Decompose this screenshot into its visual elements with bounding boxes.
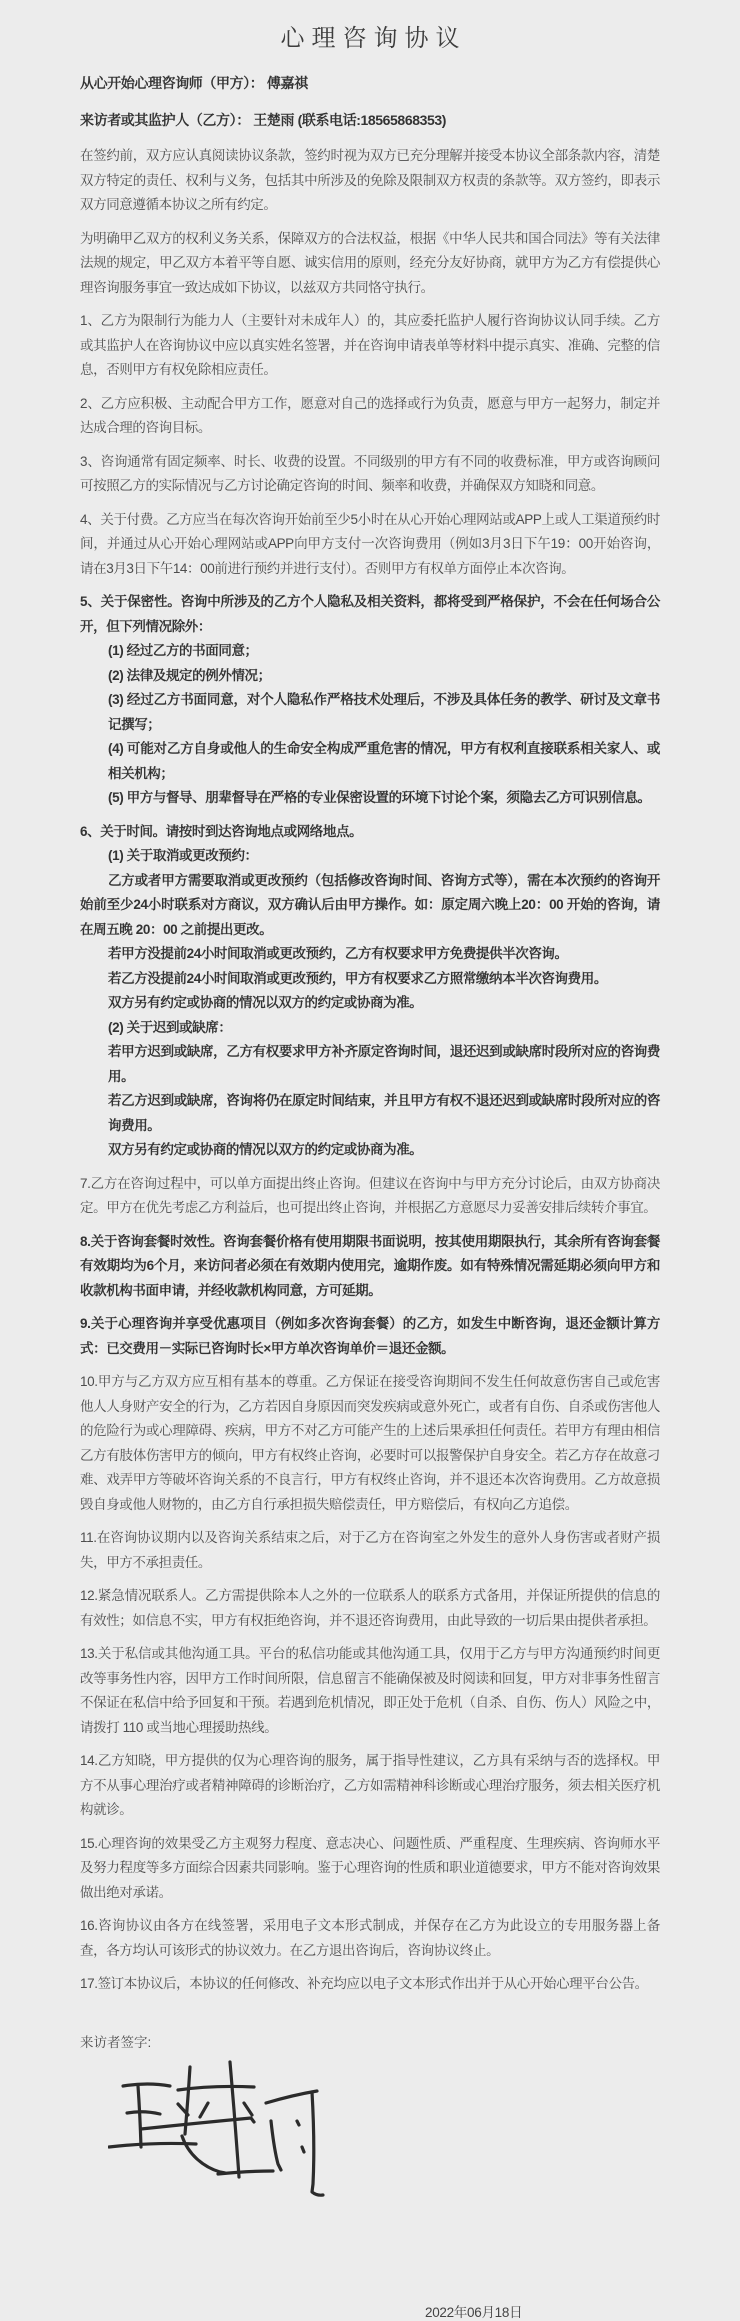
clause-paragraph: 若甲方迟到或缺席，乙方有权要求甲方补齐原定咨询时间，退还迟到或缺席时段所对应的咨询费用。 [108, 1044, 660, 1084]
clause-paragraph: (2) 法律及规定的例外情况； [108, 667, 271, 683]
clause-paragraph: 17.签订本协议后，本协议的任何修改、补充均应以电子文本形式作出并于从心开始心理平台公告。 [80, 1976, 648, 1991]
clause-paragraph: 4、关于付费。乙方应当在每次咨询开始前至少5小时在从心开始心理网站或APP上或人工渠道预约时间，并通过从心开始心理网站或APP向甲方支付一次咨询费用（例如3月3日下午19：00开始咨询， 请在3月3日下午14：00前进行预约并进行支付）。否则甲方有权单方面停止本次咨询。 [80, 511, 660, 576]
clause-paragraph: 双方另有约定或协商的情况以双方的约定或协商为准。 [108, 1142, 423, 1157]
clause-paragraph: 乙方或者甲方需要取消或更改预约（包括修改咨询时间、咨询方式等），需在本次预约的咨询开始前至少24小时联系对方商议，双方确认后由甲方操作。如：原定周六晚上20：00 开始的咨询，请在周五晚 20：00 之前提出更改。 [80, 872, 660, 937]
visitor-signature-label: 来访者签字: [80, 2034, 152, 2050]
clause-paragraph: 8.关于咨询套餐时效性。咨询套餐价格有使用期限书面说明，按其使用期限执行，其余所有咨询套餐有效期均为6个月，来访问者必须在有效期内使用完，逾期作废。如有特殊情况需延期必须向甲方和收款机构书面申请，并经收款机构同意，方可延期。 [80, 1233, 660, 1298]
clause-paragraph: 从心开始心理咨询师（甲方）： 傅嘉祺 [80, 75, 308, 91]
clause-paragraph: (5) 甲方与督导、朋辈督导在严格的专业保密设置的环境下讨论个案，须隐去乙方可识别信息。 [108, 790, 651, 805]
clause-paragraph: 1、乙方为限制行为能力人（主要针对未成年人）的，其应委托监护人履行咨询协议认同手续。乙方或其监护人在咨询协议中应以真实姓名签署，并在咨询申请表单等材料中提示真实、准确、完整的信息，否则甲方有权免除相应责任。 [80, 313, 660, 377]
clause-paragraph: 为明确甲乙双方的权利义务关系，保障双方的合法权益，根据《中华人民共和国合同法》等有关法律法规的规定，甲乙双方本着平等自愿、诚实信用的原则，经充分友好协商，就甲方为乙方有偿提供心理咨询服务事宜一致达成如下协议，以兹双方共同恪守执行。 [80, 230, 660, 295]
signing-date: 2022年06月18日 [425, 2305, 523, 2320]
clause-paragraph: 16.咨询协议由各方在线签署，采用电子文本形式制成，并保存在乙方为此设立的专用服务器上备查，各方均认可该形式的协议效力。在乙方退出咨询后，咨询协议终止。 [80, 1918, 660, 1958]
clause-paragraph: 3、咨询通常有固定频率、时长、收费的设置。不同级别的甲方有不同的收费标准，甲方或咨询顾问可按照乙方的实际情况与乙方讨论确定咨询的时间、频率和收费，并确保双方知晓和同意。 [80, 453, 660, 493]
clause-paragraph: 若甲方没提前24小时间取消或更改预约，乙方有权要求甲方免费提供半次咨询。 [108, 946, 568, 961]
clause-paragraph: 双方另有约定或协商的情况以双方的约定或协商为准。 [108, 995, 423, 1010]
clause-paragraph: 9.关于心理咨询并享受优惠项目（例如多次咨询套餐）的乙方，如发生中断咨询，退还金额计算方式：已交费用－实际已咨询时长×甲方单次咨询单价＝退还金额。 [80, 1316, 660, 1356]
clause-paragraph: 7.乙方在咨询过程中，可以单方面提出终止咨询。但建议在咨询中与甲方充分讨论后，由双方协商决定。甲方在优先考虑乙方利益后，也可提出终止咨询，并根据乙方意愿尽力妥善安排后续转介事宜。 [80, 1175, 660, 1215]
signature-strokes-icon [108, 2059, 333, 2209]
clause-paragraph: 若乙方没提前24小时间取消或更改预约，甲方有权要求乙方照常缴纳本半次咨询费用。 [108, 970, 607, 986]
agreement-body [80, 71, 660, 1997]
clause-paragraph: (2) 关于迟到或缺席： [108, 1019, 232, 1035]
clause-paragraph: 11.在咨询协议期内以及咨询关系结束之后，对于乙方在咨询室之外发生的意外人身伤害或者财产损失，甲方不承担责任。 [80, 1530, 660, 1570]
clause-paragraph: 14.乙方知晓，甲方提供的仅为心理咨询的服务，属于指导性建议，乙方具有采纳与否的选择权。甲方不从事心理治疗或者精神障碍的诊断治疗，乙方如需精神科诊断或心理治疗服务，须去相关医疗机构就诊。 [80, 1753, 660, 1817]
page-title: 心理咨询协议 [280, 25, 467, 52]
clause-paragraph: 在签约前，双方应认真阅读协议条款，签约时视为双方已充分理解并接受本协议全部条款内容，清楚双方特定的责任、权利与义务，包括其中所涉及的免除及限制双方权责的条款等。双方签约，即表示双方同意遵循本协议之所有约定。 [80, 148, 660, 212]
clause-paragraph: (1) 关于取消或更改预约： [108, 848, 258, 863]
clause-paragraph: (1) 经过乙方的书面同意； [108, 643, 258, 658]
clause-paragraph: 10.甲方与乙方双方应互相有基本的尊重。乙方保证在接受咨询期间不发生任何故意伤害自己或危害他人人身财产安全的行为，乙方若因自身原因而突发疾病或意外死亡，或者有自伤、自杀或伤害他人的危险行为或心理障碍、疾病，甲方不对乙方可能产生的上述后果承担任何责任。若甲方有理由相信乙方有肢体伤害甲方的倾向，甲方有权终止咨询，必要时可以报警保护自身安全。若乙方存在故意刁难、戏弄甲方等破坏咨询关系的不良言行，甲方有权终止咨询，并不退还本次咨询费用。乙方故意损毁自身或他人财物的，由乙方自行承担损失赔偿责任，甲方赔偿后，有权向乙方追偿。 [80, 1374, 660, 1512]
clause-paragraph: 若乙方迟到或缺席，咨询将仍在原定时间结束，并且甲方有权不退还迟到或缺席时段所对应的咨询费用。 [108, 1093, 660, 1133]
clause-paragraph: 2、乙方应积极、主动配合甲方工作，愿意对自己的选择或行为负责，愿意与甲方一起努力，制定并达成合理的咨询目标。 [80, 395, 660, 435]
handwritten-signature [108, 2059, 660, 2209]
clause-paragraph: 来访者或其监护人（乙方）： 王楚雨 (联系电话:18565868353) [80, 111, 447, 128]
clause-paragraph: 6、关于时间。请按时到达咨询地点或网络地点。 [80, 823, 363, 839]
clause-paragraph: (3) 经过乙方书面同意，对个人隐私作严格技术处理后，不涉及具体任务的教学、研讨及文章书记撰写； [108, 692, 660, 732]
clause-paragraph: 15.心理咨询的效果受乙方主观努力程度、意志决心、问题性质、严重程度、生理疾病、咨询师水平及努力程度等多方面综合因素共同影响。鉴于心理咨询的性质和职业道德要求，甲方不能对咨询效果做出绝对承诺。 [80, 1835, 660, 1900]
clause-paragraph: 13.关于私信或其他沟通工具。平台的私信功能或其他沟通工具，仅用于乙方与甲方沟通预约时间更改等事务性内容，因甲方工作时间所限，信息留言不能确保被及时阅读和回复，甲方对非事务性留言不保证在私信中给予回复和干预。若遇到危机情况，即正处于危机（自杀、自伤、伤人）风险之中，请拨打 110 或当地心理援助热线。 [80, 1646, 660, 1735]
clause-paragraph: (4) 可能对乙方自身或他人的生命安全构成严重危害的情况，甲方有权利直接联系相关家人、或相关机构； [108, 741, 660, 781]
clause-paragraph: 5、关于保密性。咨询中所涉及的乙方个人隐私及相关资料，都将受到严格保护，不会在任何场合公开，但下列情况除外： [80, 594, 660, 634]
clause-paragraph: 12.紧急情况联系人。乙方需提供除本人之外的一位联系人的联系方式备用，并保证所提供的信息的有效性；如信息不实，甲方有权拒绝咨询，并不退还咨询费用，由此导致的一切后果由提供者承担。 [80, 1588, 660, 1628]
